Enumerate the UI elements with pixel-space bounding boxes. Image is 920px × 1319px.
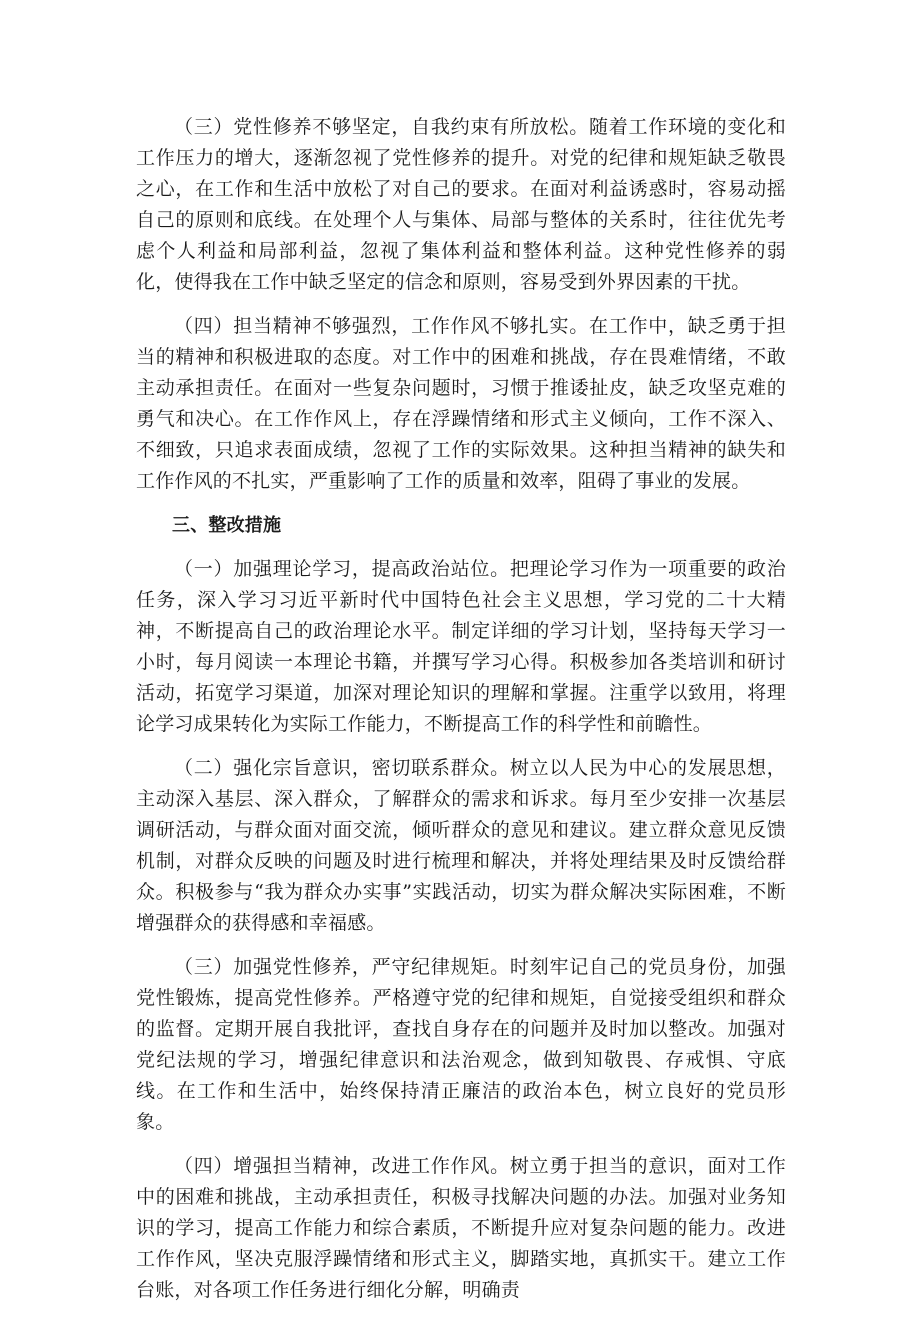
- section-heading-rectification: 三、整改措施: [172, 515, 282, 536]
- paragraph-theory-study: （一）加强理论学习，提高政治站位。把理论学习作为一项重要的政治任务，深入学习习近平新时代中国特色社会主义思想，学习党的二十大精神，不断提高自己的政治理论水平。制定详细的学习计划，坚持每天学习一小时，每月阅读一本理论书籍，并撰写学习心得。积极参加各类培训和研讨活动，拓宽学习渠道，加深对理论知识的理解和掌握。注重学以致用，将理论学习成果转化为实际工作能力，不断提高工作的科学性和前瞻性。: [136, 558, 786, 735]
- paragraph-party-discipline: （三）加强党性修养，严守纪律规矩。时刻牢记自己的党员身份，加强党性锻炼，提高党性修养。严格遵守党的纪律和规矩，自觉接受组织和群众的监督。定期开展自我批评，查找自身存在的问题并及时加以整改。加强对党纪法规的学习，增强纪律意识和法治观念，做到知敬畏、存戒惧、守底线。在工作和生活中，始终保持清正廉洁的政治本色，树立良好的党员形象。: [136, 956, 786, 1133]
- paragraph-mass-contact: （二）强化宗旨意识，密切联系群众。树立以人民为中心的发展思想，主动深入基层、深入群众，了解群众的需求和诉求。每月至少安排一次基层调研活动，与群众面对面交流，倾听群众的意见和建议。建立群众意见反馈机制，对群众反映的问题及时进行梳理和解决，并将处理结果及时反馈给群众。积极参与“我为群众办实事”实践活动，切实为群众解决实际困难，不断增强群众的获得感和幸福感。: [136, 757, 786, 934]
- paragraph-work-style: （四）增强担当精神，改进工作作风。树立勇于担当的意识，面对工作中的困难和挑战，主动承担责任，积极寻找解决问题的办法。加强对业务知识的学习，提高工作能力和综合素质，不断提升应对复杂问题的能力。改进工作作风，坚决克服浮躁情绪和形式主义，脚踏实地，真抓实干。建立工作台账，对各项工作任务进行细化分解，明确责: [136, 1155, 786, 1301]
- paragraph-party-spirit-issue: （三）党性修养不够坚定，自我约束有所放松。随着工作环境的变化和工作压力的增大，逐渐忽视了党性修养的提升。对党的纪律和规矩缺乏敬畏之心，在工作和生活中放松了对自己的要求。在面对利益诱惑时，容易动摇自己的原则和底线。在处理个人与集体、局部与整体的关系时，往往优先考虑个人利益和局部利益，忽视了集体利益和整体利益。这种党性修养的弱化，使得我在工作中缺乏坚定的信念和原则，容易受到外界因素的干扰。: [136, 116, 786, 293]
- paragraph-responsibility-issue: （四）担当精神不够强烈，工作作风不够扎实。在工作中，缺乏勇于担当的精神和积极进取的态度。对工作中的困难和挑战，存在畏难情绪，不敢主动承担责任。在面对一些复杂问题时，习惯于推诿扯皮，缺乏攻坚克难的勇气和决心。在工作作风上，存在浮躁情绪和形式主义倾向，工作不深入、不细致，只追求表面成绩，忽视了工作的实际效果。这种担当精神的缺失和工作作风的不扎实，严重影响了工作的质量和效率，阻碍了事业的发展。: [136, 315, 786, 492]
- document-body: [136, 112, 786, 1319]
